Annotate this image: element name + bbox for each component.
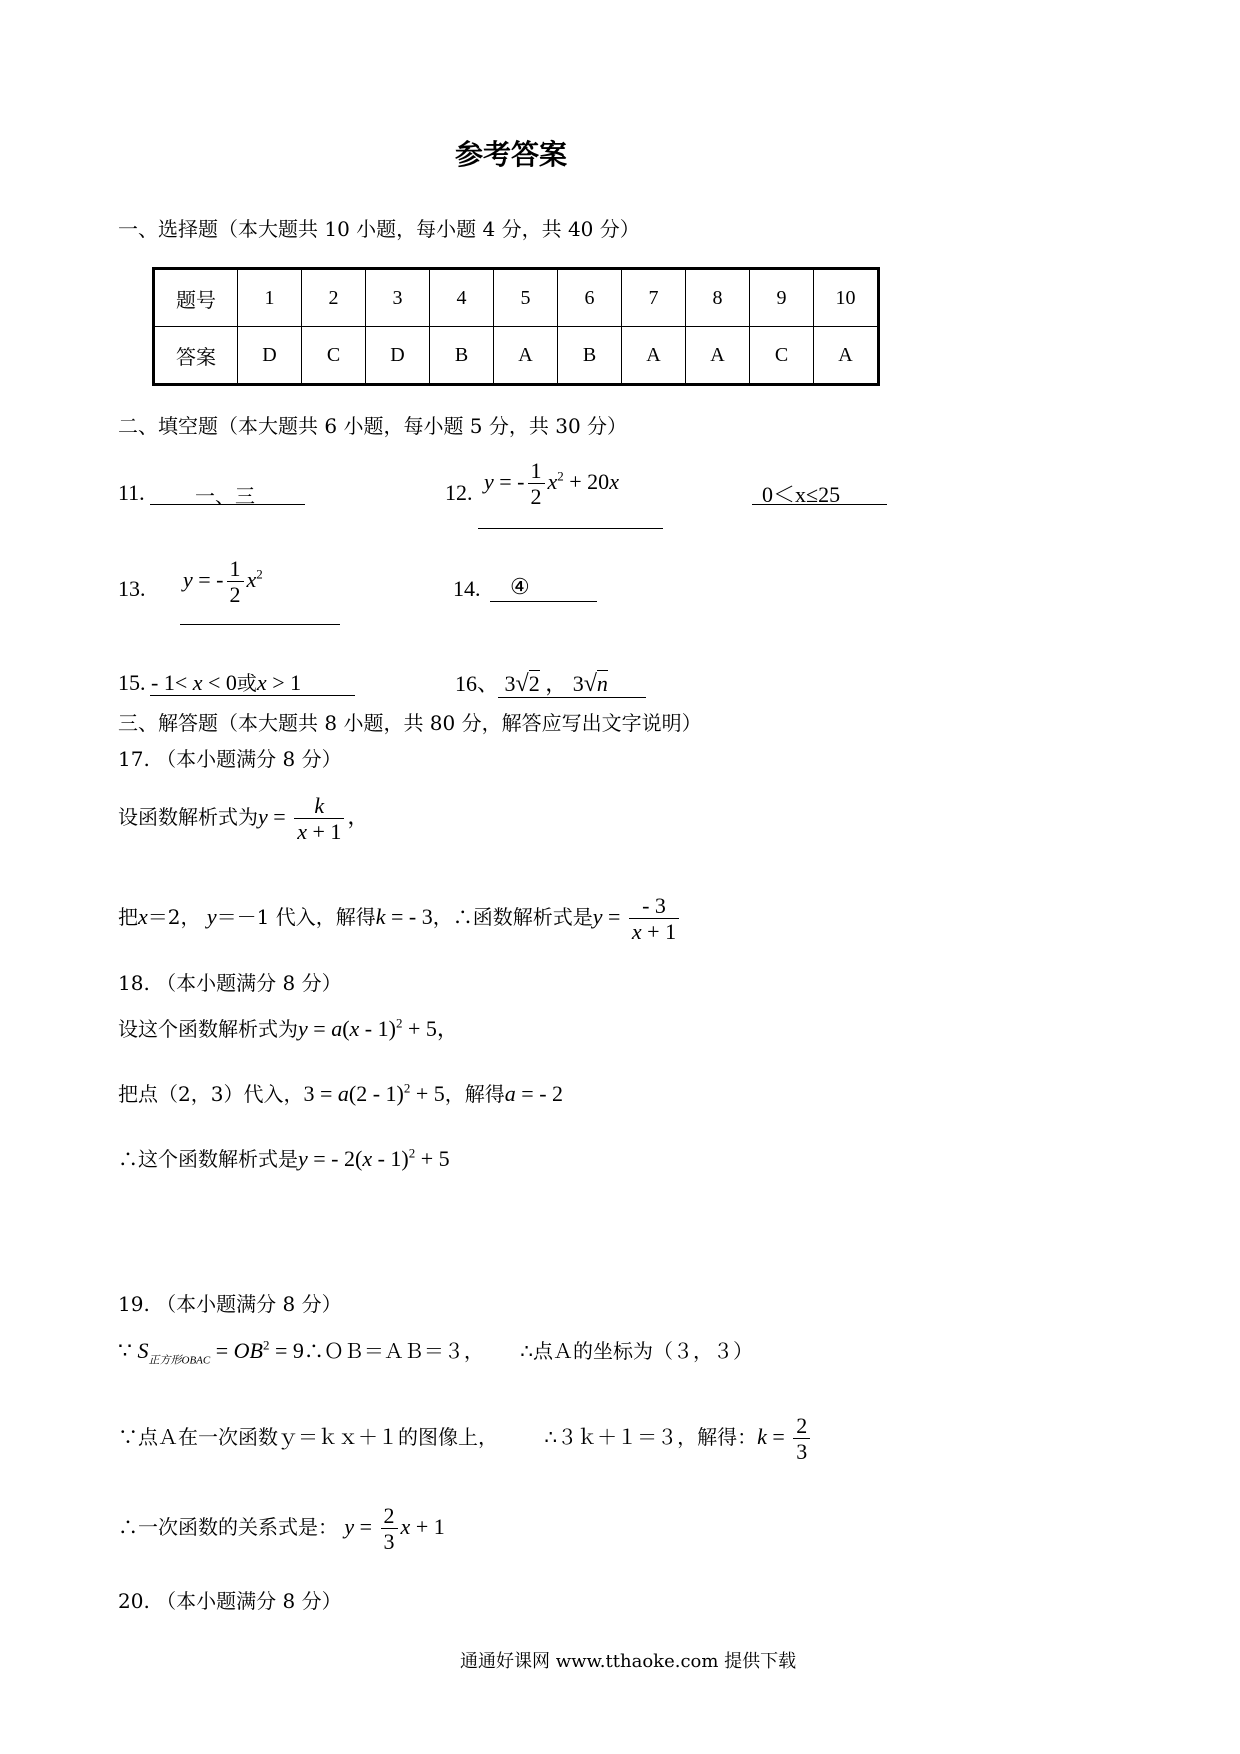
q15-formula: 15. - 1< x < 0或x > 1 (118, 670, 302, 695)
q19-title: 19. （本小题满分 8 分） (118, 1292, 342, 1316)
q12-underline (478, 528, 663, 529)
page-title: 参考答案 (455, 138, 568, 171)
q17-line1: 设函数解析式为y = $\frac{k}{x + 1}$ ， (118, 793, 370, 845)
q15-underline-a (150, 695, 275, 696)
table-answer-label: 答案 (154, 327, 238, 385)
q11-answer: 一、三 (195, 484, 255, 508)
q12-range-underline (752, 504, 887, 505)
table-cell: A (686, 327, 750, 385)
table-row-numbers (154, 269, 879, 327)
table-cell: D (238, 327, 302, 385)
table-cell: B (558, 327, 622, 385)
q15-underline-b (275, 695, 355, 696)
q14-answer: ④ (510, 574, 530, 599)
table-cell: D (366, 327, 430, 385)
footer: 通通好课网 www.tthaoke.com 提供下载 (460, 1651, 797, 1672)
q18-line2: 把点（2，3）代入，3 = a(2 - 1)$^2$ + 5，解得a = - 2 (118, 1080, 564, 1106)
table-cell: 8 (686, 269, 750, 327)
table-cell: 1 (238, 269, 302, 327)
q14-label: 14. (453, 576, 481, 601)
q17-line2: 把x＝2， y＝－1 代入，解得k = - 3，∴函数解析式是y = $\frac{- 3}{x + 1}$ (118, 893, 682, 945)
table-cell: A (622, 327, 686, 385)
table-cell: 2 (302, 269, 366, 327)
table-cell: 3 (366, 269, 430, 327)
q19-line1: ∵ $S_{正方形OBAC} = OB^2$ = 9∴ＯＢ＝ＡＢ＝３， ∴点Ａ的坐标为（３，３） (118, 1337, 753, 1367)
q13-label: 13. (118, 576, 146, 601)
section2-heading: 二、填空题（本大题共 6 小题，每小题 5 分，共 30 分） (118, 414, 628, 438)
q19-line3: ∴一次函数的关系式是： y = $\frac{2}{3}$ x + 1 (118, 1503, 445, 1555)
q11-underline (150, 504, 305, 505)
section3-heading: 三、解答题（本大题共 8 小题，共 80 分，解答应写出文字说明） (118, 711, 702, 735)
table-cell: C (302, 327, 366, 385)
q18-line1: 设这个函数解析式为y = a(x - 1)$^2$ + 5， (118, 1015, 459, 1041)
q11-label: 11. (118, 480, 145, 505)
table-cell: 7 (622, 269, 686, 327)
table-cell: C (750, 327, 814, 385)
q13-underline (180, 624, 340, 625)
q15-label: 15. (118, 670, 146, 695)
table-cell: 10 (814, 269, 879, 327)
table-row-answers (154, 327, 879, 385)
q16-underline (498, 697, 646, 698)
q15-or: 或 (236, 673, 257, 695)
q16-label: 16、 (455, 671, 500, 696)
q14-underline (490, 601, 597, 602)
q16-sep: ， (545, 671, 568, 696)
q20-title: 20. （本小题满分 8 分） (118, 1589, 342, 1613)
q13-formula: y = - $\frac{1}{2}$ $x^2$ (183, 556, 263, 608)
table-cell: 5 (494, 269, 558, 327)
answer-table (152, 267, 880, 386)
table-cell: 6 (558, 269, 622, 327)
table-header-label: 题号 (154, 269, 238, 327)
table-cell: B (430, 327, 494, 385)
table-cell: 9 (750, 269, 814, 327)
q12-range: 0＜x≤25 (762, 482, 841, 507)
q12-label: 12. (445, 480, 473, 505)
q12-formula: y = - $\frac{1}{2}$ $x^2 + 20x$ (484, 458, 619, 510)
table-cell: A (814, 327, 879, 385)
q17-title: 17. （本小题满分 8 分） (118, 747, 342, 771)
table-cell: A (494, 327, 558, 385)
q16-formula: 16、 3√2 ， 3√n (455, 671, 608, 697)
q18-title: 18. （本小题满分 8 分） (118, 971, 342, 995)
q18-line3: ∴这个函数解析式是y = - 2(x - 1)$^2$ + 5 (118, 1145, 450, 1171)
q19-line2: ∵点Ａ在一次函数ｙ＝ｋｘ＋１的图像上， ∴３ｋ＋１＝３，解得：k = $\frac{2}{3}$ (118, 1413, 813, 1465)
table-cell: 4 (430, 269, 494, 327)
section1-heading: 一、选择题（本大题共 10 小题，每小题 4 分，共 40 分） (118, 217, 640, 241)
